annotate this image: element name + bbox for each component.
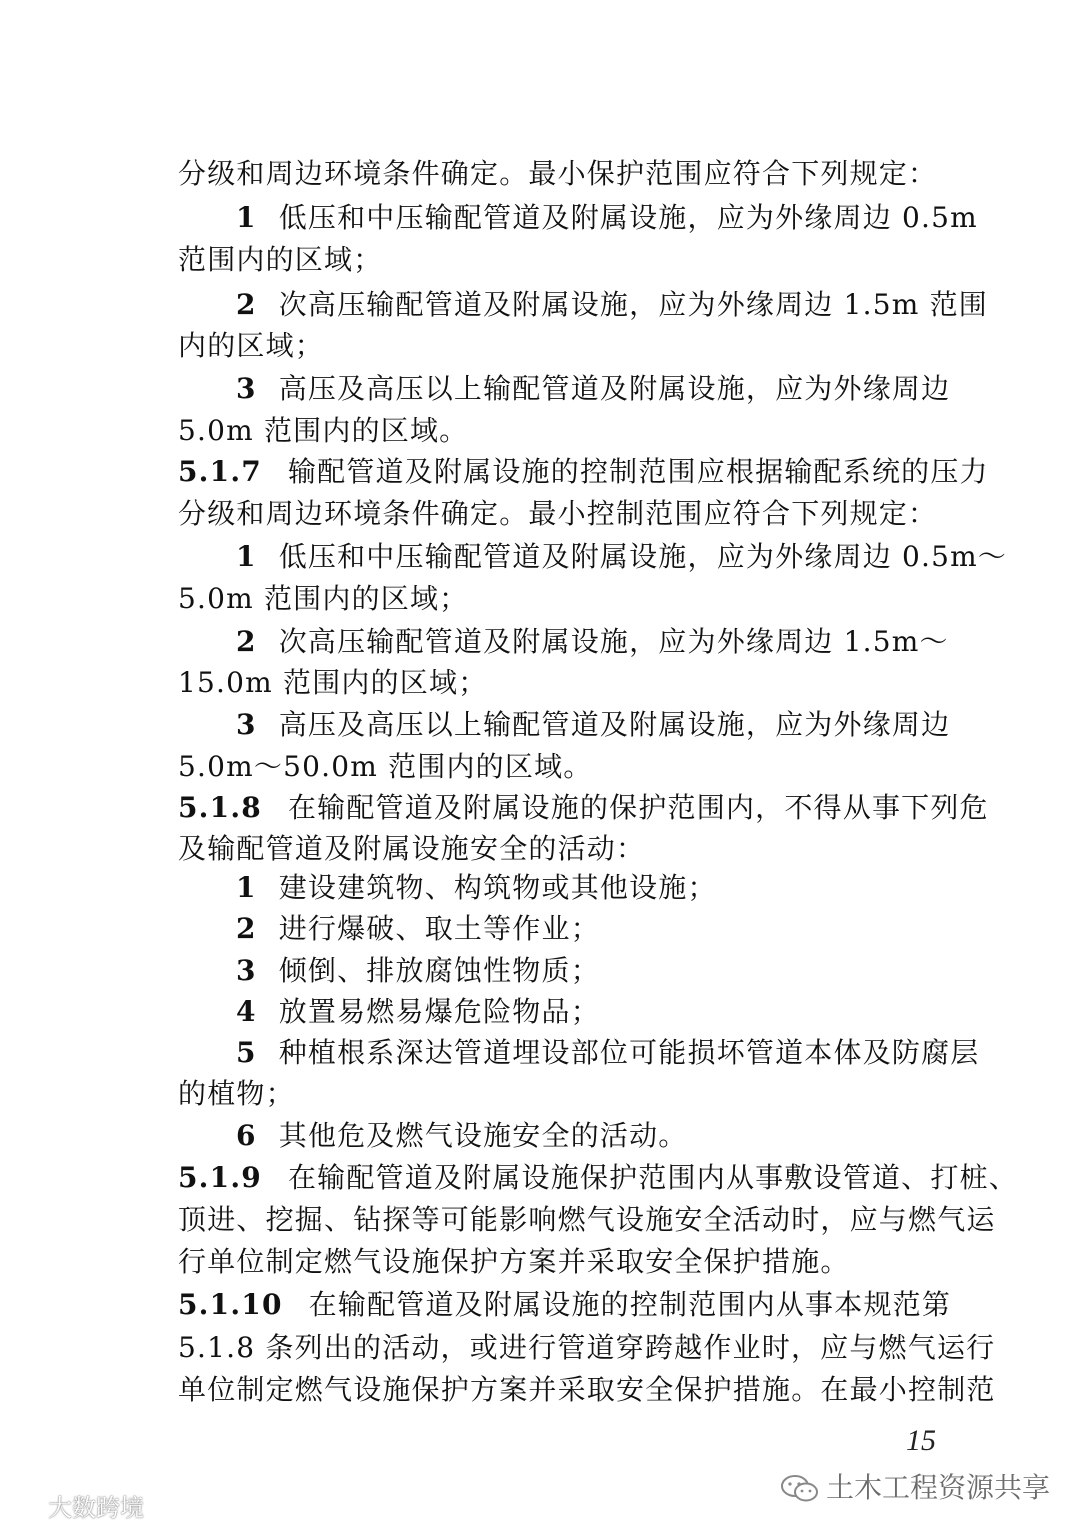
paragraph-line xyxy=(178,747,968,787)
list-item xyxy=(236,1033,980,1073)
item-number: 4 xyxy=(236,995,257,1028)
line-text: 低压和中压输配管道及附属设施，应为外缘周边 0.5m～ xyxy=(278,540,1008,573)
item-number: 3 xyxy=(236,954,257,987)
line-text: 在输配管道及附属设施保护范围内从事敷设管道、打桩、 xyxy=(287,1161,1018,1194)
list-item xyxy=(236,951,968,991)
list-item xyxy=(236,622,968,662)
line-text: 放置易燃易爆危险物品； xyxy=(278,995,600,1028)
line-text: 及输配管道及附属设施安全的活动： xyxy=(178,832,646,865)
item-number: 1 xyxy=(236,201,257,234)
line-text: 输配管道及附属设施的控制范围应根据输配系统的压力 xyxy=(287,455,989,488)
line-text: 低压和中压输配管道及附属设施，应为外缘周边 0.5m xyxy=(278,201,978,234)
line-text: 建设建筑物、构筑物或其他设施； xyxy=(278,871,717,904)
watermark-left xyxy=(8,1488,144,1523)
line-text: 次高压输配管道及附属设施，应为外缘周边 1.5m 范围 xyxy=(278,288,988,321)
wechat-icon xyxy=(780,1474,820,1504)
clause-number: 5.1.9 xyxy=(178,1161,262,1194)
paragraph-line xyxy=(178,579,968,619)
list-item xyxy=(236,868,968,908)
line-text: 在输配管道及附属设施的保护范围内，不得从事下列危 xyxy=(287,791,989,824)
list-item xyxy=(236,198,978,238)
line-text: 行单位制定燃气设施保护方案并采取安全保护措施。 xyxy=(178,1245,850,1278)
line-text: 15.0m 范围内的区域； xyxy=(178,666,488,699)
line-text: 高压及高压以上输配管道及附属设施，应为外缘周边 xyxy=(278,372,951,405)
item-number: 2 xyxy=(236,288,257,321)
line-text: 内的区域； xyxy=(178,329,325,362)
clause-line xyxy=(178,788,989,828)
line-text: 5.0m～50.0m 范围内的区域。 xyxy=(178,750,593,783)
item-number: 3 xyxy=(236,708,257,741)
paragraph-line xyxy=(178,1242,968,1282)
clause-number: 5.1.8 xyxy=(178,791,262,824)
brand-logo-icon xyxy=(8,1498,44,1520)
line-text: 的植物； xyxy=(178,1077,295,1110)
list-item xyxy=(236,369,968,409)
line-text: 顶进、挖掘、钻探等可能影响燃气设施安全活动时，应与燃气运 xyxy=(178,1203,996,1236)
watermark-left-text: 大数跨境 xyxy=(48,1494,144,1522)
clause-line xyxy=(178,1158,1018,1198)
paragraph-line xyxy=(178,1370,996,1410)
item-number: 6 xyxy=(236,1119,257,1152)
list-item xyxy=(236,285,988,325)
line-text: 种植根系深达管道埋设部位可能损坏管道本体及防腐层 xyxy=(278,1036,980,1069)
clause-number: 5.1.7 xyxy=(178,455,262,488)
item-number: 2 xyxy=(236,912,257,945)
line-text: 单位制定燃气设施保护方案并采取安全保护措施。在最小控制范 xyxy=(178,1373,996,1406)
list-item xyxy=(236,705,968,745)
list-item xyxy=(236,992,968,1032)
clause-line xyxy=(178,1285,968,1325)
watermark-right xyxy=(780,1466,1050,1506)
clause-number: 5.1.10 xyxy=(178,1288,283,1321)
paragraph-line xyxy=(178,411,968,451)
list-item xyxy=(236,537,1008,577)
line-text: 范围内的区域； xyxy=(178,243,383,276)
line-text: 5.0m 范围内的区域。 xyxy=(178,414,469,447)
item-number: 2 xyxy=(236,625,257,658)
paragraph-line xyxy=(178,663,968,703)
paragraph-line xyxy=(178,154,968,194)
line-text: 高压及高压以上输配管道及附属设施，应为外缘周边 xyxy=(278,708,951,741)
line-text: 分级和周边环境条件确定。最小控制范围应符合下列规定： xyxy=(178,497,938,530)
paragraph-line xyxy=(178,829,968,869)
line-text: 倾倒、排放腐蚀性物质； xyxy=(278,954,600,987)
line-text: 5.0m 范围内的区域； xyxy=(178,582,469,615)
line-text: 其他危及燃气设施安全的活动。 xyxy=(278,1119,688,1152)
paragraph-line xyxy=(178,240,968,280)
list-item xyxy=(236,909,968,949)
list-item xyxy=(236,1116,968,1156)
line-text: 进行爆破、取土等作业； xyxy=(278,912,600,945)
item-number: 3 xyxy=(236,372,257,405)
paragraph-line xyxy=(178,1200,996,1240)
paragraph-line xyxy=(178,494,968,534)
item-number: 1 xyxy=(236,871,257,904)
clause-line xyxy=(178,452,989,492)
page-number: 15 xyxy=(906,1424,936,1457)
paragraph-line xyxy=(178,1074,968,1114)
line-text: 5.1.8 条列出的活动，或进行管道穿跨越作业时，应与燃气运行 xyxy=(178,1331,996,1364)
paragraph-line xyxy=(178,1328,996,1368)
watermark-right-text: 土木工程资源共享 xyxy=(826,1471,1051,1504)
line-text: 分级和周边环境条件确定。最小保护范围应符合下列规定： xyxy=(178,157,938,190)
line-text: 次高压输配管道及附属设施，应为外缘周边 1.5m～ xyxy=(278,625,949,658)
paragraph-line xyxy=(178,326,968,366)
line-text: 在输配管道及附属设施的控制范围内从事本规范第 xyxy=(308,1288,952,1321)
item-number: 1 xyxy=(236,540,257,573)
item-number: 5 xyxy=(236,1036,257,1069)
